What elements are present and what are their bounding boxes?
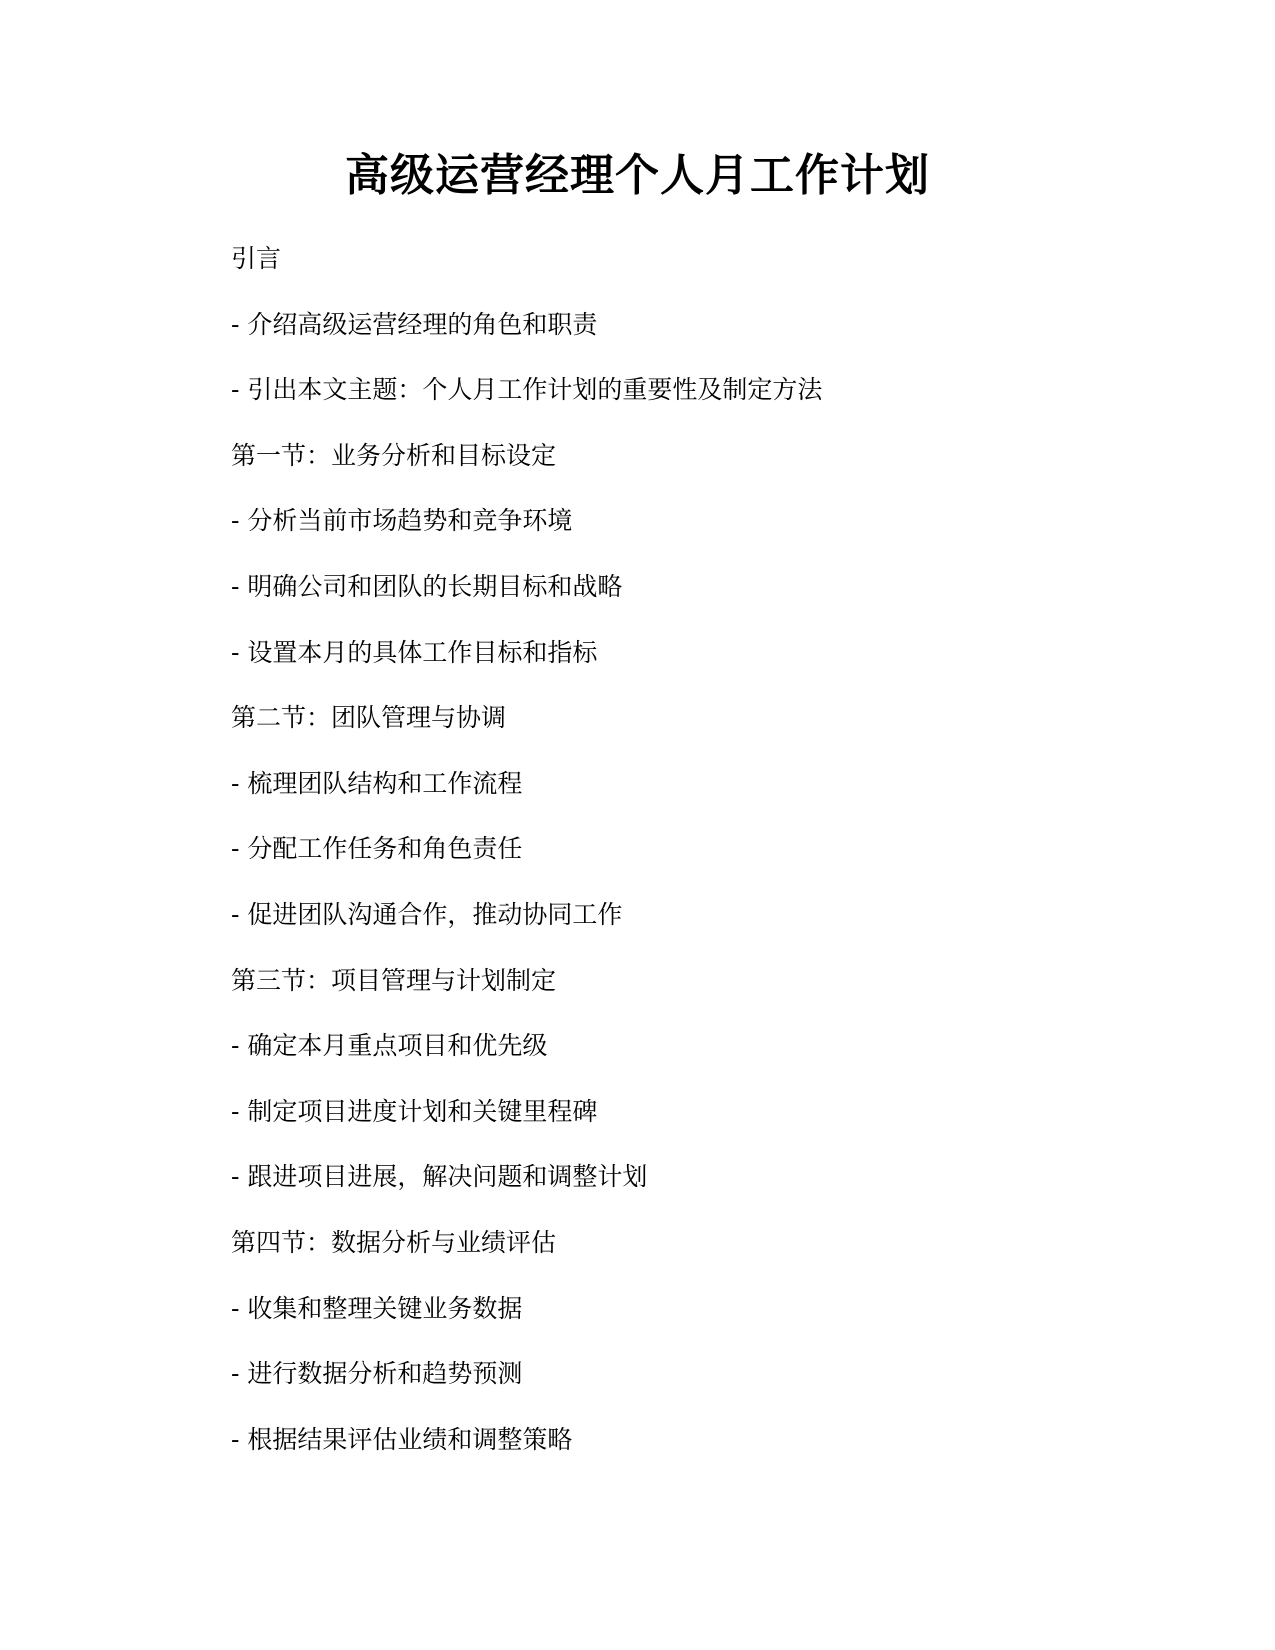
document-title: 高级运营经理个人月工作计划 bbox=[345, 150, 930, 201]
bullet-line: - 根据结果评估业绩和调整策略 bbox=[231, 1424, 573, 1454]
section-heading-4: 第四节：数据分析与业绩评估 bbox=[231, 1227, 557, 1257]
bullet-line: - 分析当前市场趋势和竞争环境 bbox=[231, 506, 573, 536]
bullet-line: - 引出本文主题：个人月工作计划的重要性及制定方法 bbox=[231, 375, 823, 405]
document-body bbox=[231, 244, 1131, 1490]
bullet-line: - 收集和整理关键业务数据 bbox=[231, 1293, 523, 1323]
bullet-line: - 明确公司和团队的长期目标和战略 bbox=[231, 571, 623, 601]
bullet-line: - 梳理团队结构和工作流程 bbox=[231, 768, 523, 798]
bullet-line: - 设置本月的具体工作目标和指标 bbox=[231, 637, 598, 667]
bullet-line: - 跟进项目进展，解决问题和调整计划 bbox=[231, 1162, 648, 1192]
bullet-line: - 介绍高级运营经理的角色和职责 bbox=[231, 309, 598, 339]
section-heading-intro: 引言 bbox=[231, 244, 282, 273]
section-heading-3: 第三节：项目管理与计划制定 bbox=[231, 965, 557, 995]
bullet-line: - 制定项目进度计划和关键里程碑 bbox=[231, 1096, 598, 1126]
section-heading-1: 第一节：业务分析和目标设定 bbox=[231, 440, 557, 470]
bullet-line: - 分配工作任务和角色责任 bbox=[231, 834, 523, 864]
bullet-line: - 进行数据分析和趋势预测 bbox=[231, 1359, 523, 1389]
section-heading-2: 第二节：团队管理与协调 bbox=[231, 703, 507, 733]
bullet-line: - 促进团队沟通合作，推动协同工作 bbox=[231, 899, 623, 929]
bullet-line: - 确定本月重点项目和优先级 bbox=[231, 1031, 548, 1061]
